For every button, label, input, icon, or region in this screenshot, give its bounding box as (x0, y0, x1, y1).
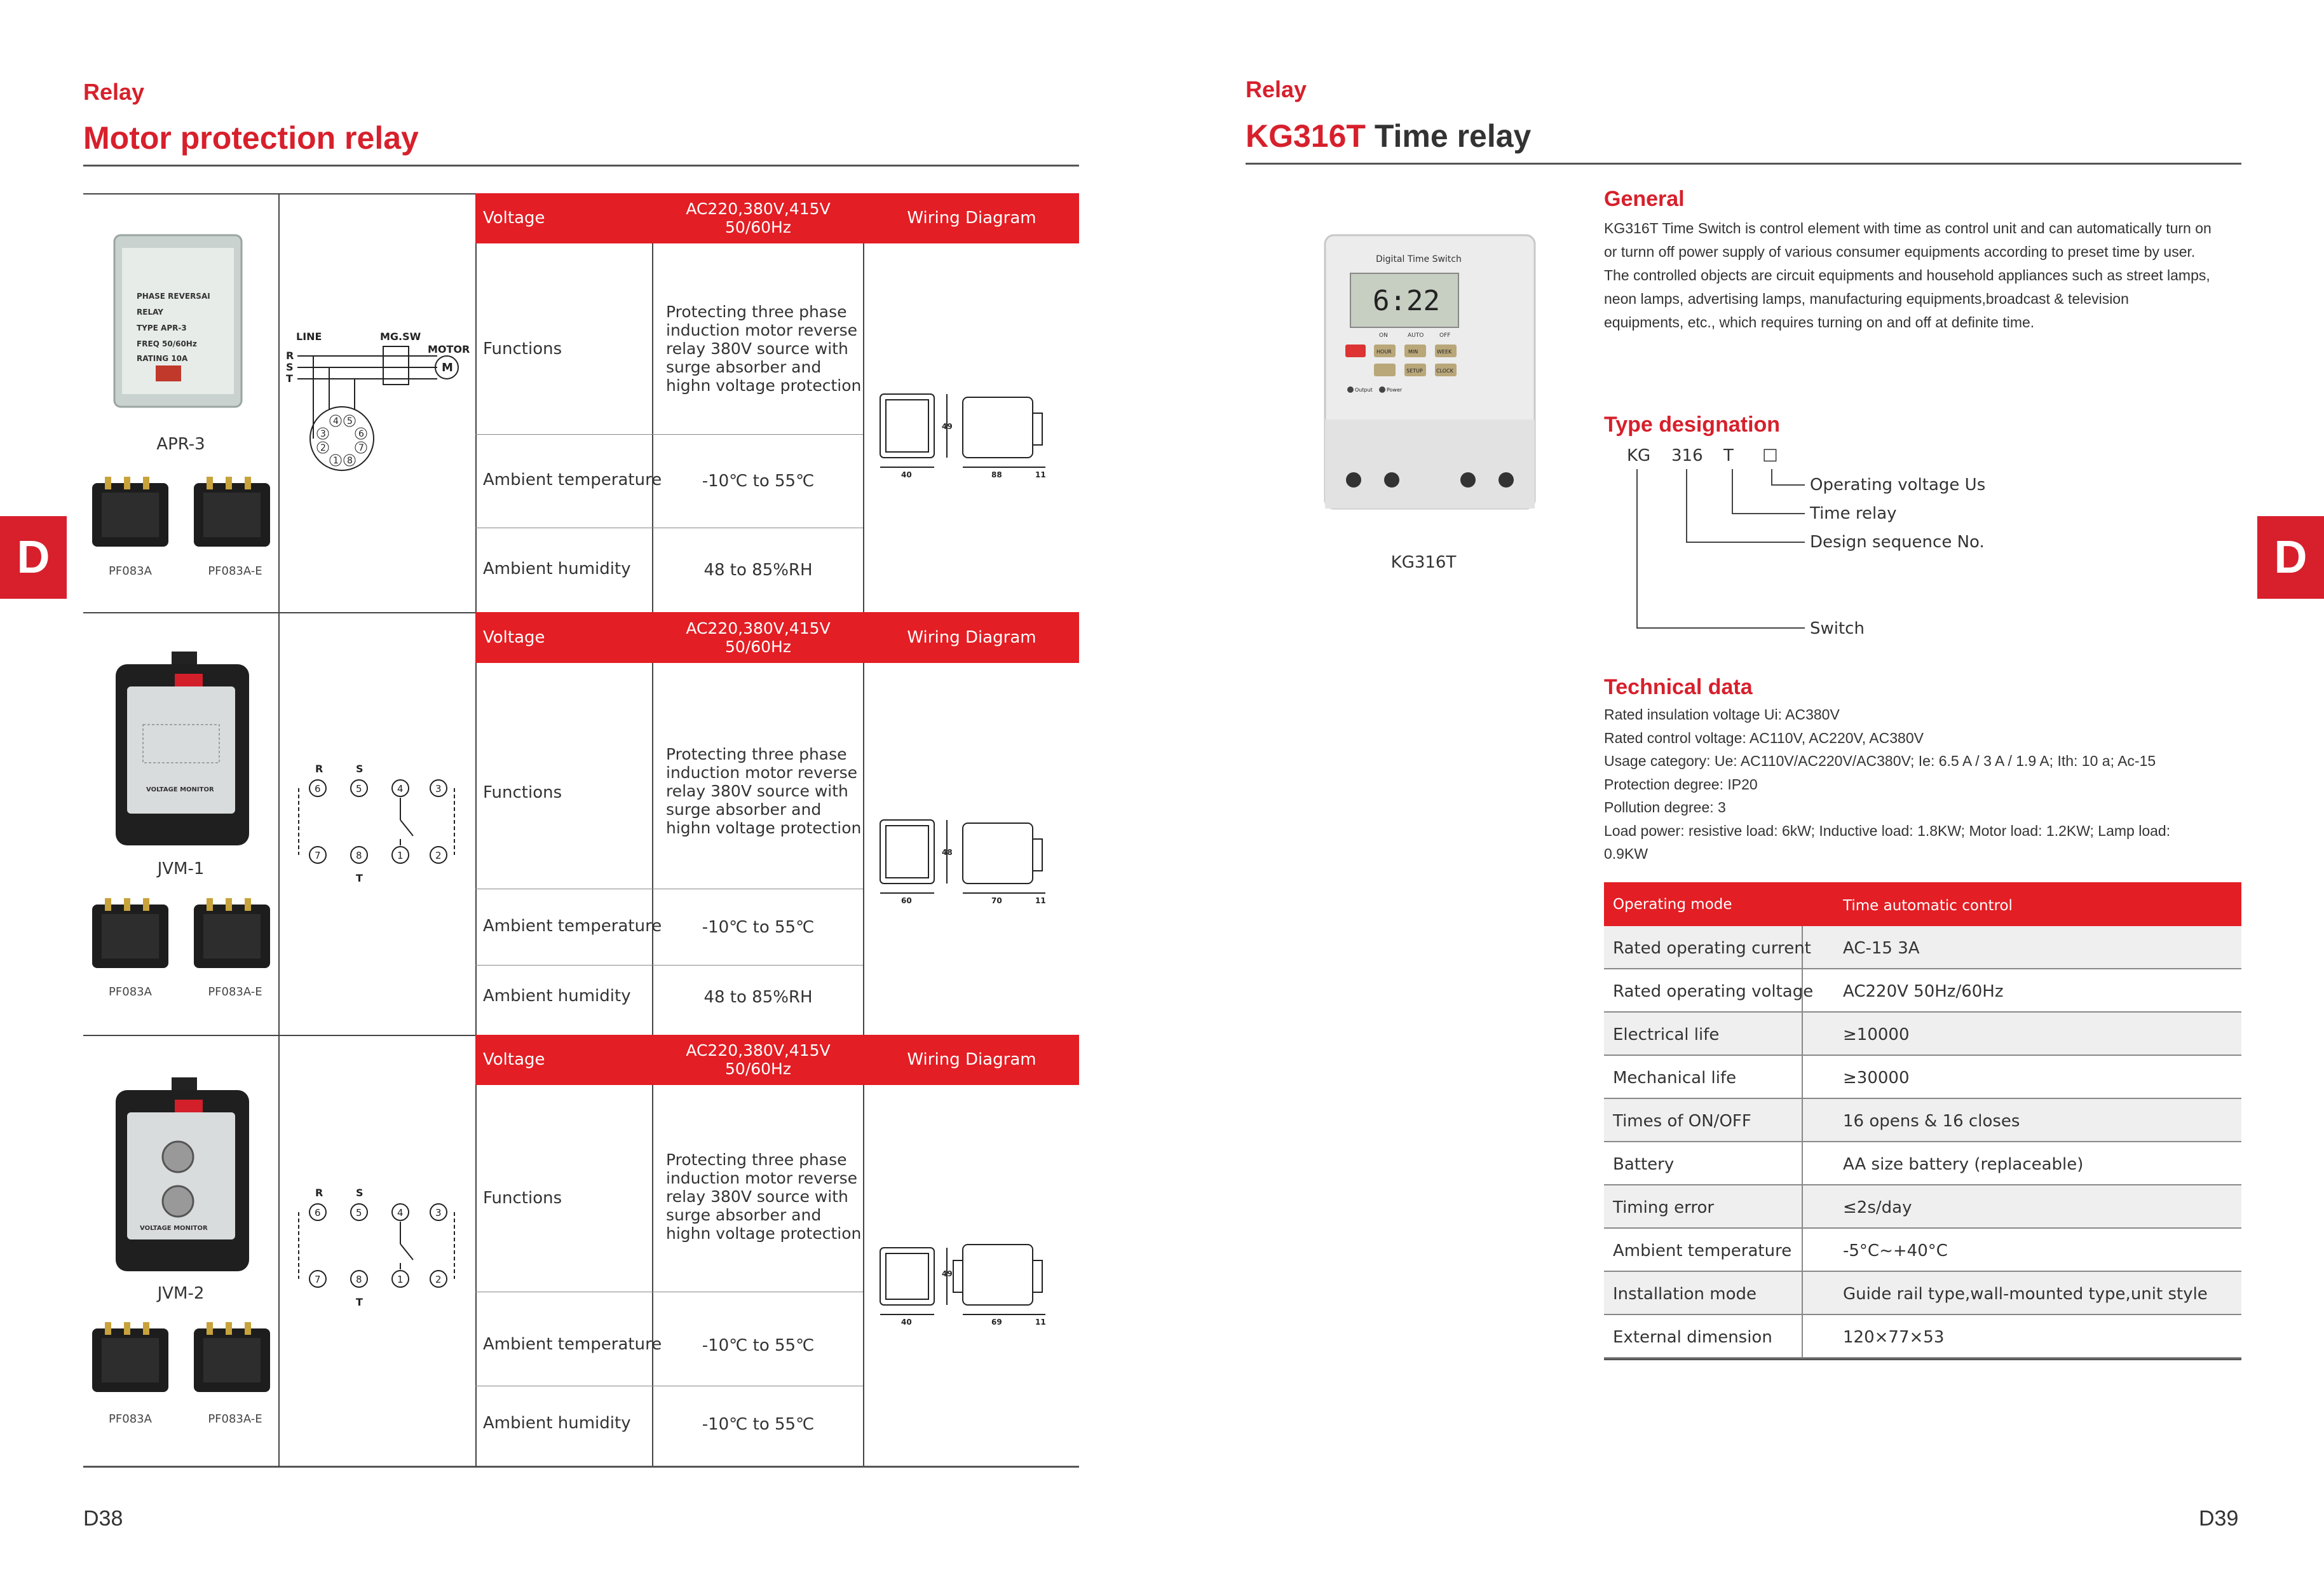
apr3-connection-diagram (285, 324, 475, 483)
svg-text:2: 2 (435, 1274, 442, 1285)
table-cell-value: Guide rail type,wall-mounted type,unit style (1843, 1285, 2208, 1304)
svg-text:4: 4 (397, 783, 404, 795)
svg-text:OFF: OFF (1439, 332, 1451, 339)
svg-text:FREQ 50/60Hz: FREQ 50/60Hz (137, 339, 197, 348)
table-row (1604, 1185, 2241, 1229)
svg-text:T: T (356, 872, 363, 884)
table-row (1604, 1272, 2241, 1315)
table-row (1604, 1056, 2241, 1099)
spec-header-col2: Time automatic control (1843, 898, 2013, 914)
left-category: Relay (83, 79, 145, 105)
svg-text:6: 6 (315, 783, 321, 795)
svg-text:8: 8 (347, 456, 353, 466)
svg-text:6: 6 (315, 1207, 321, 1219)
apr3-dimension-drawing (877, 391, 1068, 480)
table-row (1604, 1013, 2241, 1056)
svg-text:CLOCK: CLOCK (1436, 368, 1453, 374)
jvm2-hum-value: -10℃ to 55℃ (702, 1415, 815, 1434)
table-row (1604, 1142, 2241, 1185)
jvm1-model-caption: JVM-1 (157, 859, 205, 878)
jvm2-dimension-drawing (877, 1238, 1068, 1327)
left-page-title: Motor protection relay (83, 120, 419, 156)
jvm1-temp-value: -10℃ to 55℃ (702, 918, 815, 937)
svg-text:6: 6 (358, 429, 364, 439)
jvm2-functions-value: Protecting three phase induction motor reverse relay 380V source with surge absorber and highn voltage protection (666, 1150, 862, 1243)
jvm2-wiring-label: Wiring Diagram (907, 1050, 1036, 1069)
table-cell-value: ≥30000 (1843, 1068, 1910, 1088)
table-cell-label: Rated operating voltage (1613, 982, 1814, 1001)
svg-text:5: 5 (356, 1207, 362, 1219)
apr3-dim-l: 88 (991, 470, 1002, 479)
svg-text:1: 1 (397, 850, 404, 861)
type-designation-heading: Type designation (1604, 413, 1781, 437)
left-page-number: D38 (83, 1506, 123, 1531)
table-cell-value: ≤2s/day (1843, 1198, 1912, 1217)
apr3-dim-w: 40 (901, 470, 912, 479)
apr3-wiring-label: Wiring Diagram (907, 208, 1036, 228)
apr3-dim-t: 11 (1035, 470, 1046, 479)
svg-text:8: 8 (356, 850, 362, 861)
svg-text:11: 11 (1035, 896, 1046, 905)
right-title-rule (1246, 163, 2241, 165)
table-row (1604, 926, 2241, 969)
table-cell-label: External dimension (1613, 1328, 1772, 1347)
svg-text:40: 40 (901, 1318, 912, 1327)
svg-text:VOLTAGE MONITOR: VOLTAGE MONITOR (140, 1225, 208, 1232)
table-cell-label: Ambient temperature (1613, 1241, 1792, 1260)
apr3-voltage-label: Voltage (483, 208, 545, 228)
jvm2-connection-diagram (292, 1184, 470, 1317)
table-cell-label: Electrical life (1613, 1025, 1720, 1044)
jvm2-socket-1: PF083A (109, 1412, 152, 1426)
apr3-hum-label: Ambient humidity (483, 559, 631, 578)
svg-text:T: T (356, 1296, 363, 1308)
table-row (1604, 969, 2241, 1013)
jvm2-voltage-value: AC220,380V,415V 50/60Hz (686, 1041, 831, 1078)
phase-r: R (286, 350, 294, 362)
jvm1-socket-photos (89, 895, 273, 978)
jvm2-temp-label: Ambient temperature (483, 1335, 662, 1354)
table-cell-value: AC-15 3A (1843, 939, 1920, 958)
jvm1-functions-value: Protecting three phase induction motor reverse relay 380V source with surge absorber and highn voltage protection (666, 745, 862, 837)
jvm1-hum-value: 48 to 85%RH (703, 988, 813, 1007)
table-cell-value: 120×77×53 (1843, 1328, 1945, 1347)
right-page-number: D39 (2199, 1506, 2239, 1531)
svg-text:8: 8 (356, 1274, 362, 1285)
svg-text:70: 70 (991, 896, 1002, 905)
table-cell-label: Installation mode (1613, 1285, 1757, 1304)
jvm2-functions-label: Functions (483, 1189, 562, 1208)
apr3-functions-value: Protecting three phase induction motor reverse relay 380V source with surge absorber and highn voltage protection (666, 303, 862, 395)
apr3-voltage-value: AC220,380V,415V 50/60Hz (686, 200, 831, 236)
technical-text: Rated insulation voltage Ui: AC380V Rated control voltage: AC110V, AC220V, AC380V Usage category: Ue: AC110V/AC220V/AC380V; Ie: 6.5 A / 3 A / 1.9 A; Ith: 10 a; Ac-15 Protection degree: IP20 Pollution degree: 3 Load power: resistive load: 6kW; Inductive load: 1.8KW; Motor load: 1.2KW; Lamp load: 0.9KW (1604, 706, 2171, 862)
apr3-model-caption: APR-3 (156, 435, 205, 454)
svg-text:4: 4 (333, 416, 339, 427)
svg-text:69: 69 (991, 1318, 1002, 1327)
svg-text:R: R (315, 763, 323, 775)
jvm1-photo (108, 648, 254, 852)
svg-text:PHASE REVERSAI: PHASE REVERSAI (137, 292, 210, 301)
svg-text:M: M (442, 361, 453, 374)
svg-text:RATING 10A: RATING 10A (137, 354, 188, 363)
table-cell-label: Mechanical life (1613, 1068, 1737, 1088)
apr3-socket-2: PF083A-E (208, 564, 262, 578)
table-cell-label: Times of ON/OFF (1613, 1112, 1751, 1131)
svg-text:7: 7 (358, 443, 364, 453)
svg-text:TYPE APR-3: TYPE APR-3 (137, 324, 187, 332)
apr3-socket-1: PF083A (109, 564, 152, 578)
svg-text:HOUR: HOUR (1376, 349, 1392, 355)
line-label: LINE (296, 331, 322, 343)
table-cell-value: 16 opens & 16 closes (1843, 1112, 2020, 1131)
phase-s: S (286, 361, 294, 373)
table-cell-label: Timing error (1613, 1198, 1715, 1217)
right-page-title (1246, 118, 1531, 154)
svg-text:3: 3 (320, 429, 326, 439)
jvm1-dimension-drawing (877, 817, 1068, 906)
kg316t-caption: KG316T (1390, 553, 1457, 572)
apr3-socket-photos (89, 474, 273, 556)
table-row (1604, 1229, 2241, 1272)
right-category: Relay (1246, 76, 1307, 102)
svg-text:3: 3 (435, 1207, 442, 1219)
jvm1-hum-label: Ambient humidity (483, 986, 631, 1006)
apr3-hum-value: 48 to 85%RH (703, 561, 813, 580)
table-row (1604, 1315, 2241, 1358)
jvm1-voltage-label: Voltage (483, 628, 545, 647)
table-cell-value: -5°C~+40°C (1843, 1241, 1948, 1260)
svg-text:AUTO: AUTO (1408, 332, 1424, 339)
svg-text:49: 49 (942, 1269, 953, 1278)
mgsw-label: MG.SW (380, 331, 421, 343)
jvm1-wiring-label: Wiring Diagram (907, 628, 1036, 647)
apr3-functions-label: Functions (483, 339, 562, 358)
svg-text:VOLTAGE MONITOR: VOLTAGE MONITOR (146, 786, 214, 793)
jvm2-temp-value: -10℃ to 55℃ (702, 1336, 815, 1355)
jvm2-hum-label: Ambient humidity (483, 1414, 631, 1433)
device-display: 6:22 (1373, 285, 1440, 317)
table-row (1604, 1099, 2241, 1142)
svg-text:ON: ON (1379, 332, 1388, 339)
table-cell-value: AA size battery (replaceable) (1843, 1155, 2084, 1174)
jvm1-functions-label: Functions (483, 783, 562, 802)
general-text: KG316T Time Switch is control element with time as control unit and can automatically turn on or turnn off power supply of various consumer equipments according to preset time by user. The controlled objects are circuit equipments and household appliances such as street lamps, neon lamps, advertising lamps, manufacturing equipments,broadcast & television equipments, etc., which requires turning on and off at definite time. (1604, 220, 2212, 331)
jvm1-socket-2: PF083A-E (208, 985, 262, 999)
apr3-photo (108, 229, 254, 420)
right-side-tab: D (2257, 516, 2324, 599)
svg-text:MIN: MIN (1408, 349, 1418, 355)
svg-text:4: 4 (397, 1207, 404, 1219)
jvm1-voltage-value: AC220,380V,415V 50/60Hz (686, 619, 831, 656)
table-cell-label: Battery (1613, 1155, 1675, 1174)
svg-text:S: S (356, 763, 364, 775)
svg-text:Power: Power (1387, 387, 1403, 393)
svg-text:48: 48 (942, 848, 953, 857)
title-rest: Time relay (1374, 118, 1532, 154)
jvm2-photo (108, 1074, 254, 1278)
jvm1-socket-1: PF083A (109, 985, 152, 999)
svg-text:R: R (315, 1187, 323, 1199)
svg-text:5: 5 (356, 783, 362, 795)
svg-text:1: 1 (333, 456, 339, 466)
apr3-temp-label: Ambient temperature (483, 470, 662, 489)
svg-text:3: 3 (435, 783, 442, 795)
title-model: KG316T (1246, 118, 1366, 154)
kg316t-photo (1315, 229, 1544, 515)
left-side-tab: D (0, 516, 67, 599)
svg-text:7: 7 (315, 1274, 321, 1285)
general-heading: General (1604, 187, 1685, 211)
jvm1-temp-label: Ambient temperature (483, 917, 662, 936)
svg-text:RELAY: RELAY (137, 308, 163, 317)
svg-text:2: 2 (320, 443, 326, 453)
table-cell-label: Rated operating current (1613, 939, 1811, 958)
jvm2-socket-2: PF083A-E (208, 1412, 262, 1426)
svg-text:SETUP: SETUP (1406, 368, 1423, 374)
device-brand: Digital Time Switch (1376, 254, 1462, 264)
svg-text:60: 60 (901, 896, 912, 905)
phase-t: T (286, 372, 293, 385)
motor-label: MOTOR (428, 343, 470, 355)
svg-text:Output: Output (1355, 387, 1373, 393)
jvm2-model-caption: JVM-2 (157, 1284, 205, 1303)
jvm2-socket-photos (89, 1319, 273, 1402)
spec-header-col1: Operating mode (1613, 896, 1732, 913)
svg-text:S: S (356, 1187, 364, 1199)
table-cell-value: AC220V 50Hz/60Hz (1843, 982, 2004, 1001)
svg-text:1: 1 (397, 1274, 404, 1285)
svg-text:WEEK: WEEK (1437, 349, 1452, 355)
svg-text:5: 5 (347, 416, 353, 427)
technical-heading: Technical data (1604, 675, 1753, 699)
left-title-rule (83, 165, 1079, 167)
table-cell-value: ≥10000 (1843, 1025, 1910, 1044)
svg-text:11: 11 (1035, 1318, 1046, 1327)
jvm1-connection-diagram (292, 760, 470, 893)
jvm2-voltage-label: Voltage (483, 1050, 545, 1069)
apr3-dim-h: 49 (942, 422, 953, 431)
svg-text:2: 2 (435, 850, 442, 861)
apr3-temp-value: -10℃ to 55℃ (702, 472, 815, 491)
svg-text:7: 7 (315, 850, 321, 861)
